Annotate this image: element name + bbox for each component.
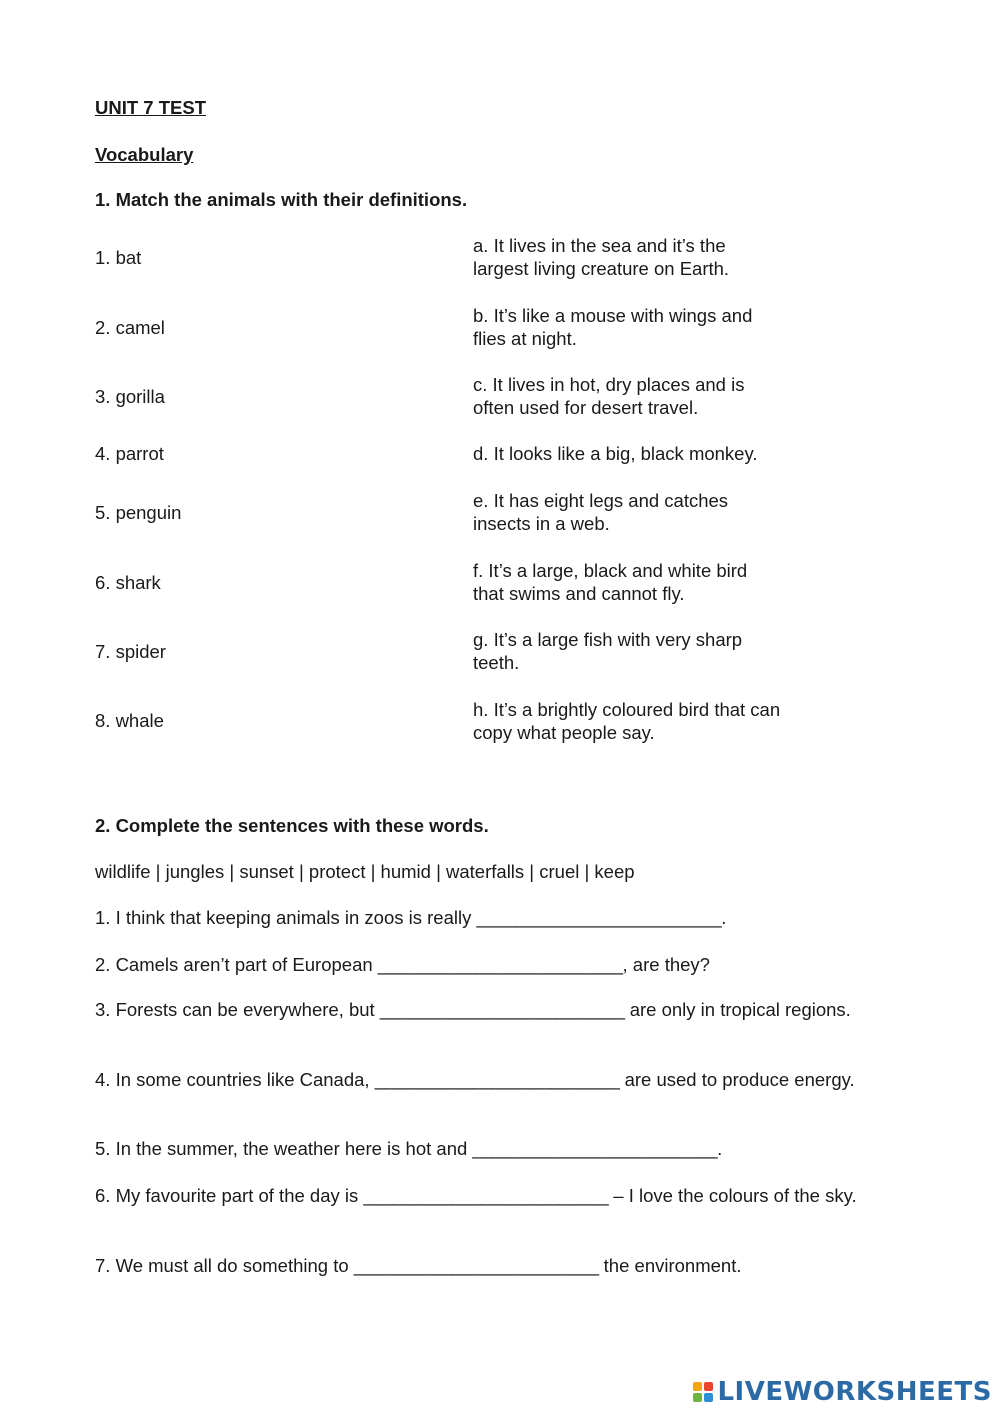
sentence-item: 1. I think that keeping animals in zoos is really _________________________.: [95, 907, 727, 928]
sentence-item: 7. We must all do something to _________________________ the environment.: [95, 1255, 742, 1276]
definition-item: e. It has eight legs and catches insects in a web.: [473, 490, 729, 534]
word-bank: wildlife | jungles | sunset | protect | humid | waterfalls | cruel | keep: [95, 861, 635, 882]
liveworksheets-logo[interactable]: [693, 1377, 992, 1407]
unit-title: UNIT 7 TEST: [95, 97, 207, 118]
section-title: Vocabulary: [95, 144, 194, 165]
definition-item: h. It’s a brightly coloured bird that can copy what people say.: [473, 699, 781, 743]
definition-item: d. It looks like a big, black monkey.: [473, 443, 758, 464]
definition-item: f. It’s a large, black and white bird that swims and cannot fly.: [473, 560, 748, 604]
animal-item: 6. shark: [95, 572, 161, 593]
logo-grid-icon: [693, 1382, 713, 1402]
sentence-item: 5. In the summer, the weather here is hot and _________________________.: [95, 1138, 723, 1159]
sentence-item: 2. Camels aren’t part of European _________________________, are they?: [95, 954, 710, 975]
logo-text: LIVEWORKSHEETS: [717, 1377, 992, 1407]
answer-blank[interactable]: _________________________: [353, 1255, 599, 1276]
definition-item: g. It’s a large fish with very sharp teeth.: [473, 629, 743, 673]
sentence-item: 6. My favourite part of the day is _________________________ – I love the colours of the sky.: [95, 1185, 857, 1206]
definition-item: c. It lives in hot, dry places and is often used for desert travel.: [473, 374, 745, 418]
answer-blank[interactable]: _________________________: [379, 999, 625, 1020]
definition-item: a. It lives in the sea and it’s the largest living creature on Earth.: [473, 235, 730, 279]
definition-item: b. It’s like a mouse with wings and flies at night.: [473, 305, 753, 349]
animal-item: 8. whale: [95, 710, 164, 731]
sentence-item: 3. Forests can be everywhere, but _________________________ are only in tropical regions.: [95, 999, 851, 1020]
answer-blank[interactable]: _________________________: [377, 954, 623, 975]
exercise2-instruction: 2. Complete the sentences with these words.: [95, 815, 489, 836]
animal-item: 3. gorilla: [95, 386, 165, 407]
animal-item: 4. parrot: [95, 443, 164, 464]
animal-item: 2. camel: [95, 317, 165, 338]
answer-blank[interactable]: _________________________: [476, 907, 722, 928]
animal-item: 5. penguin: [95, 502, 182, 523]
exercise1-instruction: 1. Match the animals with their definitions.: [95, 189, 468, 210]
sentence-item: 4. In some countries like Canada, _________________________ are used to produce energy.: [95, 1069, 855, 1090]
animal-item: 1. bat: [95, 247, 142, 268]
answer-blank[interactable]: _________________________: [472, 1138, 718, 1159]
answer-blank[interactable]: _________________________: [374, 1069, 620, 1090]
answer-blank[interactable]: _________________________: [363, 1185, 609, 1206]
animal-item: 7. spider: [95, 641, 166, 662]
